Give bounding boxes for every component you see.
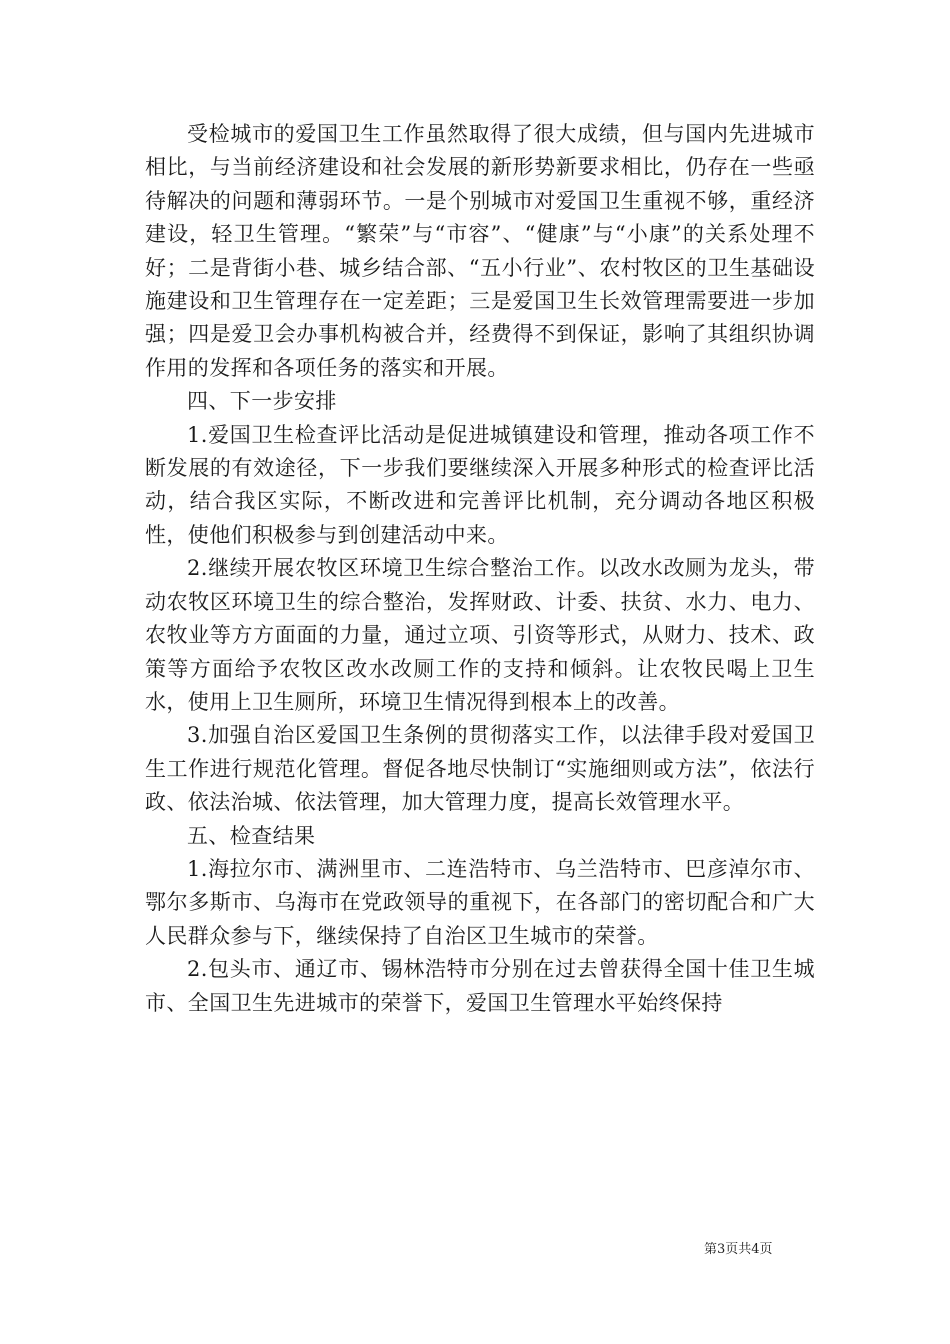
paragraph-result-2: 2.包头市、通辽市、锡林浩特市分别在过去曾获得全国十佳卫生城市、全国卫生先进城市的荣誉下，爱国卫生管理水平始终保持 bbox=[145, 957, 815, 1015]
paragraph-problems: 受检城市的爱国卫生工作虽然取得了很大成绩，但与国内先进城市相比，与当前经济建设和社会发展的新形势新要求相比，仍存在一些亟待解决的问题和薄弱环节。一是个别城市对爱国卫生重视不够，重经济建设，轻卫生管理。“繁荣”与“市容”、“健康”与“小康”的关系处理不好；二是背街小巷、城乡结合部、“五小行业”、农村牧区的卫生基础设施建设和卫生管理存在一定差距；三是爱国卫生长效管理需要进一步加强；四是爱卫会办事机构被合并，经费得不到保证，影响了其组织协调作用的发挥和各项任务的落实和开展。 bbox=[145, 122, 815, 380]
paragraph-step-1: 1.爱国卫生检查评比活动是促进城镇建设和管理，推动各项工作不断发展的有效途径，下一步我们要继续深入开展多种形式的检查评比活动，结合我区实际，不断改进和完善评比机制，充分调动各地区积极性，使他们积极参与到创建活动中来。 bbox=[145, 422, 815, 547]
paragraph-step-2: 2.继续开展农牧区环境卫生综合整治工作。以改水改厕为龙头，带动农牧区环境卫生的综合整治，发挥财政、计委、扶贫、水力、电力、农牧业等方方面面的力量，通过立项、引资等形式，从财力、技术、政策等方面给予农牧区改水改厕工作的支持和倾斜。让农牧民喝上卫生水，使用上卫生厕所，环境卫生情况得到根本上的改善。 bbox=[145, 556, 815, 714]
paragraph-step-3: 3.加强自治区爱国卫生条例的贯彻落实工作，以法律手段对爱国卫生工作进行规范化管理。督促各地尽快制订“实施细则或方法”，依法行政、依法治城、依法管理，加大管理力度，提高长效管理水平。 bbox=[145, 723, 815, 815]
paragraph-result-1: 1.海拉尔市、满洲里市、二连浩特市、乌兰浩特市、巴彦淖尔市、鄂尔多斯市、乌海市在党政领导的重视下，在各部门的密切配合和广大人民群众参与下，继续保持了自治区卫生城市的荣誉。 bbox=[145, 856, 815, 948]
section-heading-results: 五、检查结果 bbox=[187, 823, 316, 848]
section-heading-next-steps: 四、下一步安排 bbox=[187, 389, 337, 414]
page-number-footer: 第3页共4页 bbox=[704, 1242, 773, 1257]
document-body bbox=[145, 118, 815, 1020]
